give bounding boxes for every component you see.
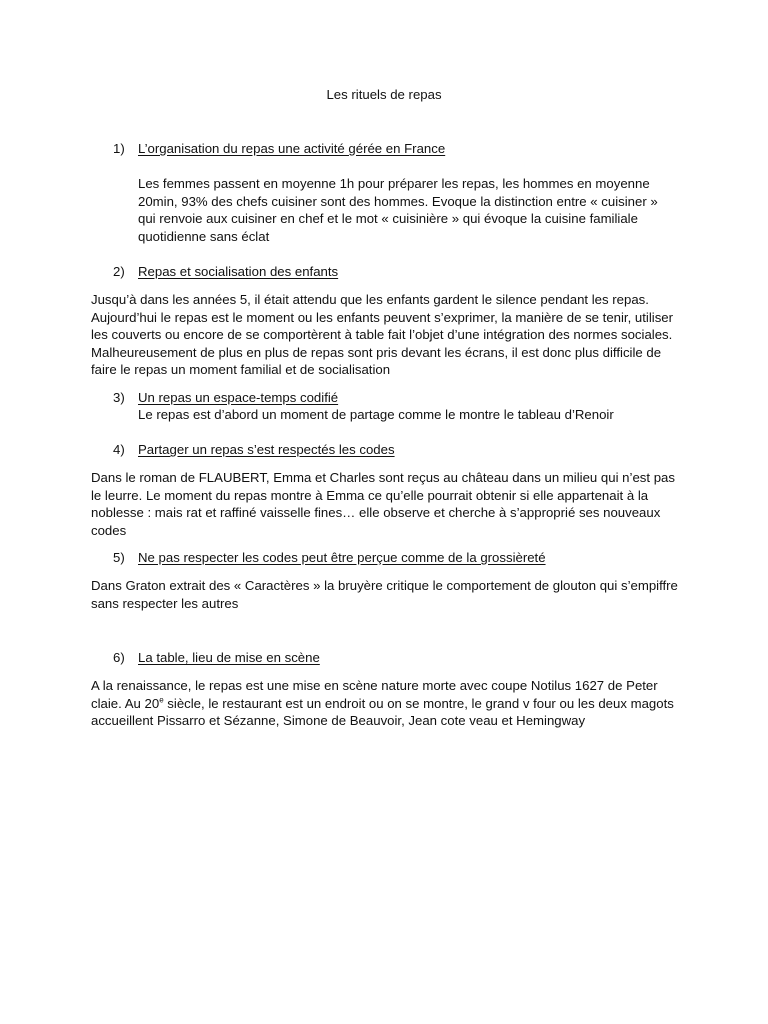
section-number: 1) bbox=[113, 141, 125, 156]
section-heading-text: Ne pas respecter les codes peut être perçue comme de la grossièreté bbox=[138, 550, 546, 565]
section-heading-text: Repas et socialisation des enfants bbox=[138, 264, 339, 279]
section-1-paragraph: Les femmes passent en moyenne 1h pour préparer les repas, les hommes en moyenne 20min, 93% des chefs cuisiner sont des hommes. Evoque la distinction entre « cuisiner » qui renvoie aux cuisiner en chef et le mot « cuisinière » qui évoque la cuisine familiale quotidienne sans éclat bbox=[138, 176, 658, 244]
section-2-paragraph: Jusqu’à dans les années 5, il était attendu que les enfants gardent le silence pendant les repas. Aujourd’hui le repas est le moment ou les enfants peuvent s’exprimer, la manière de se tenir, utiliser les couverts ou encore de se comportèrent à table fait l’objet d’une intégration des normes sociales. Malheureusement de plus en plus de repas sont pris devant les écrans, il est donc plus difficile de faire le repas un moment familial et de socialisation bbox=[91, 292, 674, 378]
section-number: 4) bbox=[113, 442, 125, 457]
section-5-paragraph: Dans Graton extrait des « Caractères » la bruyère critique le comportement de glouton qui s’empiffre sans respecter les autres bbox=[91, 578, 678, 611]
section-2-heading bbox=[113, 263, 338, 281]
section-number: 3) bbox=[113, 390, 125, 405]
superscript: e bbox=[159, 695, 164, 705]
paragraph-text: A la renaissance, le repas est une mise en scène nature morte avec coupe Notilus 1627 de Peter claie. Au 20 bbox=[91, 678, 658, 711]
section-heading-text: Partager un repas s’est respectés les codes bbox=[138, 442, 395, 457]
section-heading-text: L’organisation du repas une activité gérée en France bbox=[138, 141, 446, 156]
section-number: 2) bbox=[113, 264, 125, 279]
section-5-heading bbox=[113, 549, 546, 567]
section-4-paragraph: Dans le roman de FLAUBERT, Emma et Charles sont reçus au château dans un milieu qui n’est pas le leurre. Le moment du repas montre à Emma ce qu’elle pourrait obtenir si elle appartenait à la noblesse : mais rat et raffiné vaisselle fines… elle observe et cherche à s’approprié ses nouveaux codes bbox=[91, 470, 675, 538]
section-heading-text: La table, lieu de mise en scène bbox=[138, 650, 320, 665]
section-3-heading bbox=[113, 389, 338, 407]
section-4-heading bbox=[113, 441, 395, 459]
section-3-paragraph: Le repas est d’abord un moment de partage comme le montre le tableau d’Renoir bbox=[138, 407, 614, 422]
section-6-paragraph bbox=[91, 677, 681, 730]
section-6-heading bbox=[113, 649, 320, 667]
section-heading-text: Un repas un espace-temps codifié bbox=[138, 390, 339, 405]
page-title: Les rituels de repas bbox=[326, 87, 442, 102]
section-number: 6) bbox=[113, 650, 125, 665]
section-number: 5) bbox=[113, 550, 125, 565]
paragraph-text: siècle, le restaurant est un endroit ou on se montre, le grand v four ou les deux magots accueillent Pissarro et Sézanne, Simone de Beauvoir, Jean cote veau et Hemingway bbox=[91, 695, 674, 729]
section-1-heading bbox=[113, 140, 445, 158]
